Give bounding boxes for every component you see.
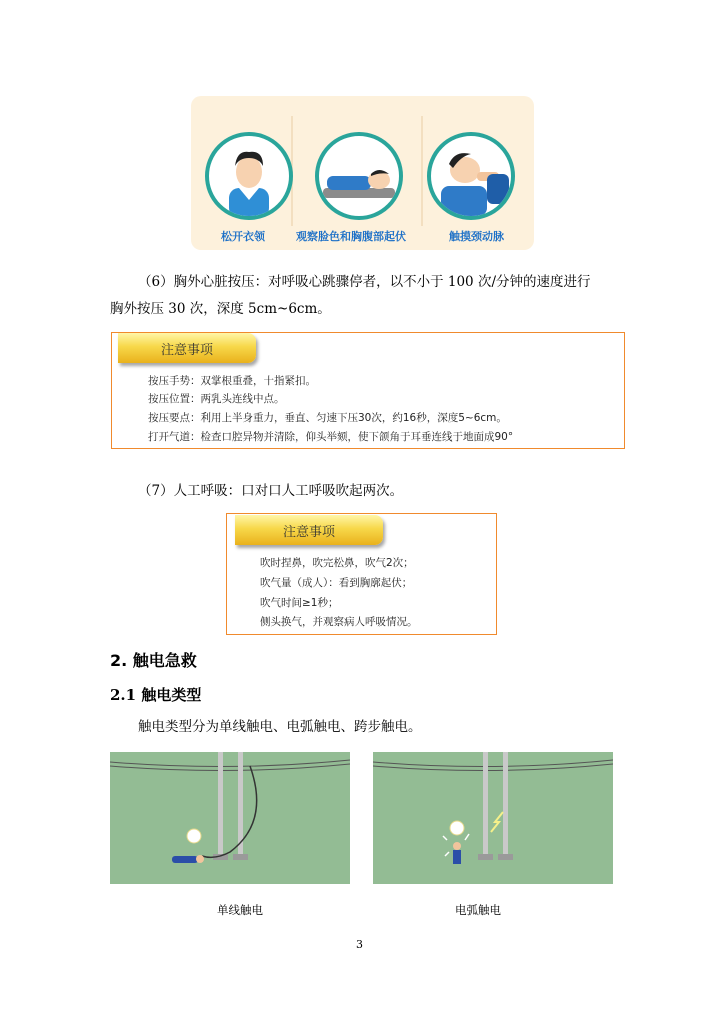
- illustration-caption: 观察脸色和胸腹部起伏: [296, 230, 406, 243]
- subsection-heading: 2.1 触电类型: [110, 686, 202, 704]
- first-aid-illustration: [191, 96, 534, 250]
- pulse-check-icon: [427, 132, 515, 220]
- note-title-tab: 注意事项: [118, 333, 256, 363]
- figure-caption: 电弧触电: [455, 903, 501, 917]
- note-line: 吹气量（成人）：看到胸廓起伏；: [260, 577, 413, 589]
- single-line-shock-image: [110, 752, 350, 884]
- lying-person-icon: [315, 132, 403, 220]
- note-box-breathing: [226, 513, 497, 635]
- step6-text-line2: 胸外按压 30 次，深度 5cm~6cm。: [110, 301, 331, 317]
- note-line: 按压手势：双掌根重叠，十指紧扣。: [148, 375, 316, 387]
- types-intro-text: 触电类型分为单线触电、电弧触电、跨步触电。: [138, 719, 422, 735]
- arc-shock-image: [373, 752, 613, 884]
- note-line: 吹气时间≥1秒；: [260, 597, 339, 609]
- section-heading: 2. 触电急救: [110, 651, 197, 670]
- step7-text: （7）人工呼吸：口对口人工呼吸吹起两次。: [138, 483, 404, 499]
- note-line: 打开气道：检查口腔异物并清除，仰头举颏，使下颌角于耳垂连线于地面成90°: [148, 431, 514, 443]
- person-icon: [205, 132, 293, 220]
- illustration-caption: 触摸颈动脉: [449, 230, 504, 243]
- note-box-compression: [111, 332, 625, 449]
- figure-caption: 单线触电: [217, 903, 263, 917]
- note-line: 吹时捏鼻，吹完松鼻，吹气2次；: [260, 557, 414, 569]
- illustration-caption: 松开衣领: [221, 230, 265, 243]
- note-line: 按压位置：两乳头连线中点。: [148, 393, 285, 405]
- step6-text-line1: （6）胸外心脏按压：对呼吸心跳骤停者，以不小于 100 次/分钟的速度进行: [138, 274, 591, 290]
- note-line: 按压要点：利用上半身重力，垂直、匀速下压30次，约16秒，深度5~6cm。: [148, 412, 507, 424]
- note-title-tab: 注意事项: [235, 515, 383, 545]
- background-pylon-line: [421, 116, 423, 226]
- note-line: 侧头换气，并观察病人呼吸情况。: [260, 616, 418, 628]
- page-number: 3: [356, 938, 363, 951]
